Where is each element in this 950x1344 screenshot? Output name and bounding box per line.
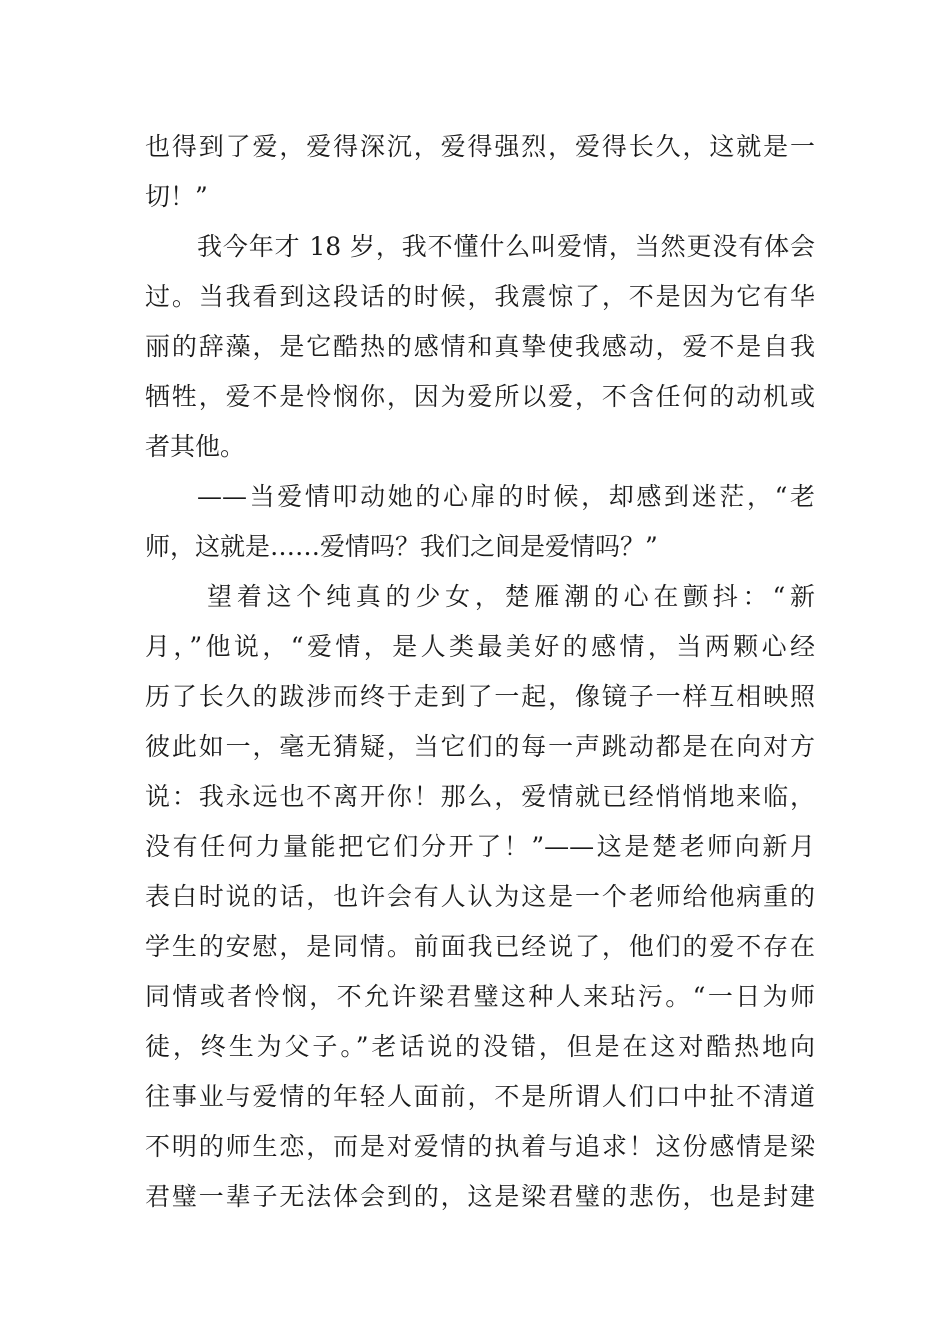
text-line: 说：我永远也不离开你！那么，爱情就已经悄悄地来临， <box>145 782 815 811</box>
text-line: 师，这就是……爱情吗？我们之间是爱情吗？” <box>145 532 658 561</box>
text-line: 往事业与爱情的年轻人面前，不是所谓人们口中扯不清道 <box>145 1082 815 1111</box>
text-line: 历了长久的跋涉而终于走到了一起，像镜子一样互相映照 <box>145 682 815 711</box>
text-line: 丽的辞藻，是它酷热的感情和真挚使我感动，爱不是自我 <box>145 332 815 361</box>
text-line: ——当爱情叩动她的心扉的时候，却感到迷茫，“老 <box>197 482 815 511</box>
text-line: 学生的安慰，是同情。前面我已经说了，他们的爱不存在 <box>145 932 815 961</box>
text-line: 徒，终生为父子。”老话说的没错，但是在这对酷热地向 <box>145 1032 815 1061</box>
body-text <box>145 122 815 1222</box>
text-line: 彼此如一，毫无猜疑，当它们的每一声跳动都是在向对方 <box>145 732 815 761</box>
text-line: 月，”他说，“爱情，是人类最美好的感情，当两颗心经 <box>145 632 815 661</box>
text-line: 没有任何力量能把它们分开了！”——这是楚老师向新月 <box>145 832 815 861</box>
text-line: 不明的师生恋，而是对爱情的执着与追求！这份感情是梁 <box>145 1132 815 1161</box>
text-line: 也得到了爱，爱得深沉，爱得强烈，爱得长久，这就是一 <box>145 132 815 161</box>
text-line: 表白时说的话，也许会有人认为这是一个老师给他病重的 <box>145 882 815 911</box>
text-line: 牺牲，爱不是怜悯你，因为爱所以爱，不含任何的动机或 <box>145 382 815 411</box>
text-line: 君璧一辈子无法体会到的，这是梁君璧的悲伤，也是封建 <box>145 1182 815 1211</box>
text-line: 望着这个纯真的少女，楚雁潮的心在颤抖：“新 <box>207 582 815 611</box>
text-line: 我今年才 18 岁，我不懂什么叫爱情，当然更没有体会 <box>197 232 815 261</box>
text-line: 同情或者怜悯，不允许梁君璧这种人来玷污。“一日为师 <box>145 982 815 1011</box>
text-line: 切！” <box>145 182 208 211</box>
text-line: 过。当我看到这段话的时候，我震惊了，不是因为它有华 <box>145 282 815 311</box>
text-line: 者其他。 <box>145 432 246 461</box>
